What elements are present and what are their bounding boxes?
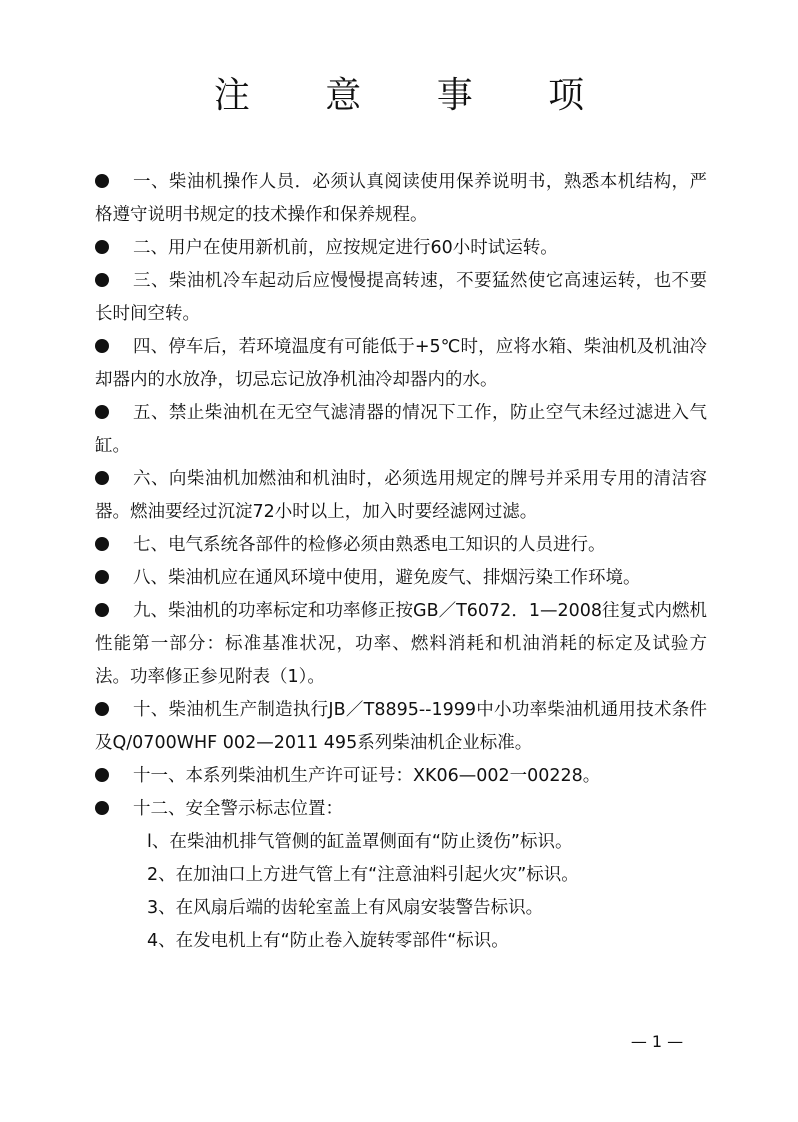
list-item <box>95 562 707 595</box>
bullet-icon <box>95 570 109 584</box>
item-text: 七、电气系统各部件的检修必须由熟悉电工知识的人员进行。 <box>133 535 606 555</box>
list-item <box>95 166 707 232</box>
item-text: 三、柴油机冷车起动后应慢慢提高转速，不要猛然使它高速运转，也不要长时间空转。 <box>95 271 707 324</box>
item-text: 八、柴油机应在通风环境中使用，避免废气、排烟污染工作环境。 <box>133 568 641 588</box>
item-text: 一、柴油机操作人员．必须认真阅读使用保养说明书，熟悉本机结构，严格遵守说明书规定的技术操作和保养规程。 <box>95 172 707 225</box>
item-text: 十、柴油机生产制造执行JB／T8895--1999中小功率柴油机通用技术条件及Q/0700WHF 002—2011 495系列柴油机企业标准。 <box>95 700 707 753</box>
bullet-icon <box>95 768 109 782</box>
list-item <box>95 232 707 265</box>
list-item <box>95 694 707 760</box>
sub-list-item: l、在柴油机排气管侧的缸盖罩侧面有“防止烫伤”标识。 <box>147 832 573 852</box>
notice-list <box>95 166 707 958</box>
bullet-icon <box>95 801 109 815</box>
bullet-icon <box>95 603 109 617</box>
sub-list-item: 4、在发电机上有“防止卷入旋转零部件“标识。 <box>147 931 509 951</box>
list-item <box>95 529 707 562</box>
sub-list-item: 2、在加油口上方进气管上有“注意油料引起火灾”标识。 <box>147 865 579 885</box>
item-text: 十二、安全警示标志位置： <box>133 799 343 819</box>
sub-list-item: 3、在风扇后端的齿轮室盖上有风扇安装警告标识。 <box>147 898 544 918</box>
bullet-icon <box>95 405 109 419</box>
item-text: 五、禁止柴油机在无空气滤清器的情况下工作，防止空气未经过滤进入气缸。 <box>95 403 707 456</box>
item-text: 六、向柴油机加燃油和机油时，必须选用规定的牌号并采用专用的清洁容器。燃油要经过沉淀72小时以上，加入时要经滤网过滤。 <box>95 469 707 522</box>
list-item <box>95 793 707 826</box>
bullet-icon <box>95 702 109 716</box>
item-text: 九、柴油机的功率标定和功率修正按GB／T6072．1—2008往复式内燃机性能第一部分：标准基准状况，功率、燃料消耗和机油消耗的标定及试验方法。功率修正参见附表（1）。 <box>95 601 707 687</box>
list-item <box>95 397 707 463</box>
bullet-icon <box>95 339 109 353</box>
bullet-icon <box>95 537 109 551</box>
item-text: 二、用户在使用新机前，应按规定进行60小时试运转。 <box>133 238 558 258</box>
bullet-icon <box>95 471 109 485</box>
bullet-icon <box>95 174 109 188</box>
item-text: 四、停车后，若环境温度有可能低于+5℃时，应将水箱、柴油机及机油冷却器内的水放净，切忌忘记放净机油冷却器内的水。 <box>95 337 707 390</box>
bullet-icon <box>95 240 109 254</box>
list-item <box>95 760 707 793</box>
bullet-icon <box>95 273 109 287</box>
item-text: 十一、本系列柴油机生产许可证号：XK06—002一00228。 <box>133 766 601 786</box>
list-item <box>95 595 707 694</box>
list-item <box>95 463 707 529</box>
list-item <box>95 265 707 331</box>
list-item <box>95 331 707 397</box>
page-number: — 1 — <box>630 1032 684 1051</box>
page-title: 注 意 事 项 <box>213 75 617 116</box>
